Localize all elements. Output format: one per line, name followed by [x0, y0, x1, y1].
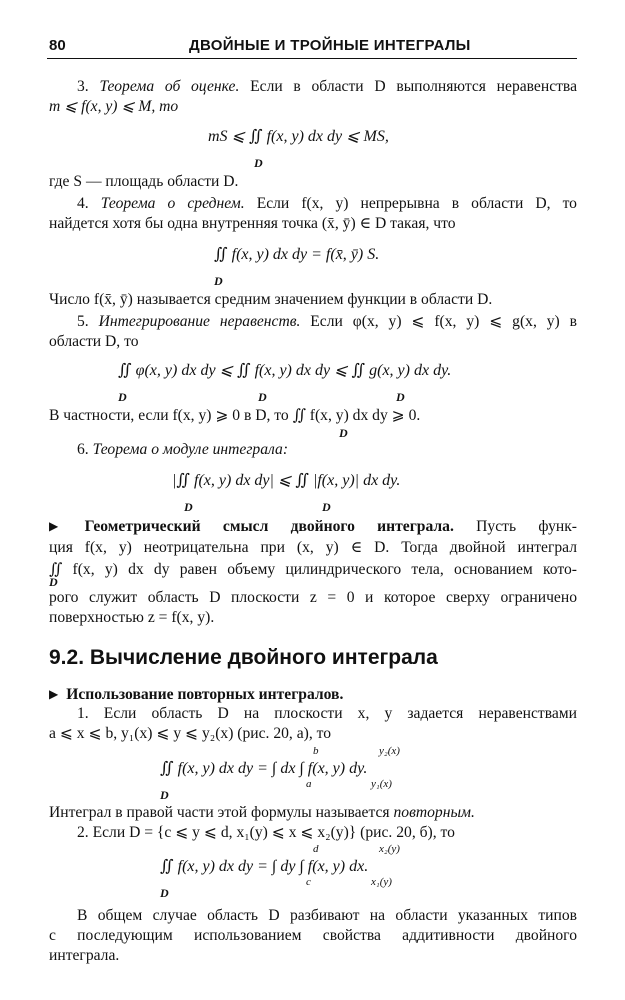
running-header — [47, 36, 577, 59]
region-subscript: D — [339, 426, 348, 440]
item-3-line-2: m ⩽ f(x, y) ⩽ M, то — [49, 98, 179, 115]
f2-upper-inner: x₂(y) — [379, 843, 400, 855]
region-subscript: D — [258, 390, 267, 404]
item-4-line-1: 4. Теорема о среднем. Если f(x, y) непрерывна в области D, то — [77, 195, 577, 212]
item-5-after: В частности, если f(x, y) ⩾ 0 в D, то ∬ f(x, y) dx dy ⩾ 0. — [49, 407, 421, 424]
f2-lower-inner: x₁(y) — [371, 876, 392, 888]
region-subscript: D — [118, 390, 127, 404]
region-subscript: D — [214, 274, 223, 288]
f1-upper-inner: y₂(x) — [379, 745, 400, 757]
final-line-3: интеграла. — [49, 947, 120, 964]
iter-heading: ▶ Использование повторных интегралов. — [49, 686, 344, 703]
formula-estimate: mS ⩽ ∬ f(x, y) dx dy ⩽ MS, — [208, 128, 389, 145]
region-subscript: D — [160, 886, 169, 900]
final-line-1: В общем случае область D разбивают на области указанных типов — [77, 907, 577, 924]
f2-lower-outer: c — [306, 876, 311, 888]
f1-lower-inner: y₁(x) — [371, 778, 392, 790]
formula-modulus: |∬ f(x, y) dx dy| ⩽ ∬ |f(x, y)| dx dy. — [172, 472, 401, 489]
iter-p1-line-2: a ⩽ x ⩽ b, y₁(x) ⩽ y ⩽ y₂(x) (рис. 20, а), то — [49, 725, 332, 742]
geo-line-3: ∬ f(x, y) dx dy равен объему цилиндрического тела, основанием кото- — [49, 561, 577, 578]
region-subscript: D — [396, 390, 405, 404]
item-3-after: где S — площадь области D. — [49, 173, 239, 190]
geo-line-2: ция f(x, y) неотрицательна при (x, y) ∈ D. Тогда двойной интеграл — [49, 539, 577, 556]
item-4-after: Число f(x̄, ȳ) называется средним значением функции в области D. — [49, 291, 493, 308]
formula-iterated-1: ∬ f(x, y) dx dy = ∫ dx ∫ f(x, y) dy. — [160, 760, 368, 777]
region-subscript: D — [49, 575, 58, 589]
item-3-line-1: 3. Теорема об оценке. Если в области D выполняются неравенства — [77, 78, 578, 95]
region-subscript: D — [254, 156, 263, 170]
formula-mean: ∬ f(x, y) dx dy = f(x̄, ȳ) S. — [214, 246, 380, 263]
geo-line-1: ▶ Геометрический смысл двойного интеграла. Пусть функ- — [49, 518, 578, 535]
triangle-bullet-icon: ▶ — [49, 687, 59, 701]
region-subscript: D — [184, 500, 193, 514]
section-heading: 9.2. Вычисление двойного интеграла — [49, 646, 438, 669]
iter-after-1: Интеграл в правой части этой формулы называется повторным. — [49, 804, 475, 821]
f2-upper-outer: d — [313, 843, 319, 855]
iter-p2-line: 2. Если D = {c ⩽ y ⩽ d, x₁(y) ⩽ x ⩽ x₂(y)} (рис. 20, б), то — [77, 824, 455, 841]
iter-p1-line-1: 1. Если область D на плоскости x, y задается неравенствами — [77, 705, 577, 722]
region-subscript: D — [322, 500, 331, 514]
page-number: 80 — [49, 37, 66, 54]
item-5-line-1: 5. Интегрирование неравенств. Если φ(x, y) ⩽ f(x, y) ⩽ g(x, y) в — [77, 313, 577, 330]
triangle-bullet-icon: ▶ — [49, 519, 77, 533]
geo-line-5: поверхностью z = f(x, y). — [49, 609, 215, 626]
formula-inequalities: ∬ φ(x, y) dx dy ⩽ ∬ f(x, y) dx dy ⩽ ∬ g(x, y) dx dy. — [118, 362, 452, 379]
running-title: ДВОЙНЫЕ И ТРОЙНЫЕ ИНТЕГРАЛЫ — [189, 37, 471, 54]
f1-lower-outer: a — [306, 778, 312, 790]
f1-upper-outer: b — [313, 745, 319, 757]
item-4-line-2: найдется хотя бы одна внутренняя точка (x̄, ȳ) ∈ D такая, что — [49, 215, 456, 232]
item-6-line-1: 6. Теорема о модуле интеграла: — [77, 441, 289, 458]
region-subscript: D — [160, 788, 169, 802]
formula-iterated-2: ∬ f(x, y) dx dy = ∫ dy ∫ f(x, y) dx. — [160, 858, 369, 875]
final-line-2: с последующим использованием свойства аддитивности двойного — [49, 927, 577, 944]
geo-line-4: рого служит область D плоскости z = 0 и которое сверху ограничено — [49, 589, 577, 606]
item-5-line-2: области D, то — [49, 333, 139, 350]
